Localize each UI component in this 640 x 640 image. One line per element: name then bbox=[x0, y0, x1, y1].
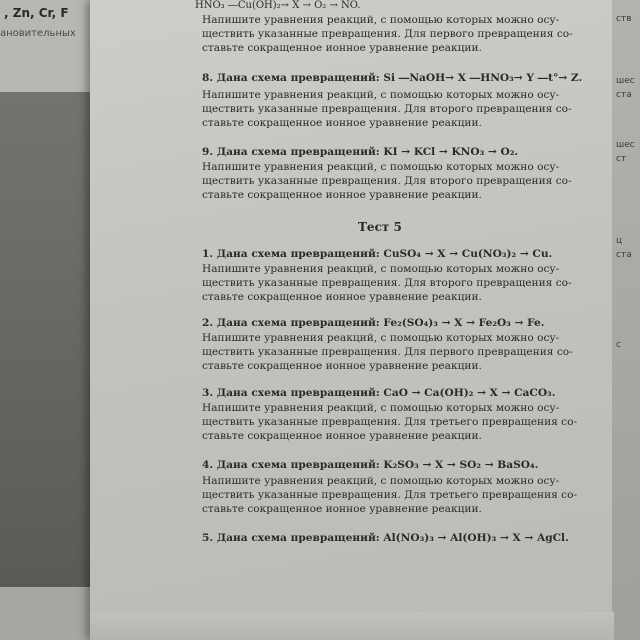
right-page-fragment-2: шес bbox=[616, 76, 635, 86]
text-line: Напишите уравнения реакций, с помощью которых можно осу- bbox=[202, 263, 560, 275]
right-page-fragment-3: ста bbox=[616, 90, 632, 100]
question-3: 3. Дана схема превращений: CaO → Ca(OH)₂ → X → CaCO₃. bbox=[202, 387, 556, 399]
text-line: ществить указанные превращения. Для первого превращения со- bbox=[202, 28, 573, 40]
text-line: ставьте сокращенное ионное уравнение реакции. bbox=[202, 503, 482, 515]
text-line: Напишите уравнения реакций, с помощью которых можно осу- bbox=[202, 332, 560, 344]
question-8: 8. Дана схема превращений: Si ―NaOH→ X ―HNO₃→ Y ―t°→ Z. bbox=[202, 72, 583, 84]
text-line: ставьте сокращенное ионное уравнение реакции. bbox=[202, 430, 482, 442]
right-page-fragment-8: с bbox=[616, 340, 621, 350]
text-line: Напишите уравнения реакций, с помощью которых можно осу- bbox=[202, 89, 560, 101]
right-page-fragment-6: ц bbox=[616, 236, 623, 246]
right-page-fragment-1: ств bbox=[616, 14, 632, 24]
left-sheet-line1: , Zn, Cr, F bbox=[4, 6, 69, 20]
right-page-fragment-5: ст bbox=[616, 154, 627, 164]
text-line: Напишите уравнения реакций, с помощью которых можно осу- bbox=[202, 402, 560, 414]
question-1: 1. Дана схема превращений: CuSO₄ → X → Cu(NO₃)₂ → Cu. bbox=[202, 248, 553, 260]
text-line: ществить указанные превращения. Для второго превращения со- bbox=[202, 175, 572, 187]
text-line: ставьте сокращенное ионное уравнение реакции. bbox=[202, 42, 482, 54]
text-line: ставьте сокращенное ионное уравнение реакции. bbox=[202, 189, 482, 201]
text-line: ществить указанные превращения. Для второго превращения со- bbox=[202, 277, 572, 289]
text-line: Напишите уравнения реакций, с помощью которых можно осу- bbox=[202, 475, 560, 487]
text-line: ставьте сокращенное ионное уравнение реакции. bbox=[202, 291, 482, 303]
question-2: 2. Дана схема превращений: Fe₂(SO₄)₃ → X → Fe₂O₃ → Fe. bbox=[202, 317, 545, 329]
left-sheet-line2: ановительных bbox=[0, 28, 76, 39]
question-9: 9. Дана схема превращений: KI → KCl → KNO₃ → O₂. bbox=[202, 146, 519, 158]
right-page-fragment-4: шес bbox=[616, 140, 635, 150]
right-page bbox=[612, 0, 640, 640]
text-line: ществить указанные превращения. Для первого превращения со- bbox=[202, 346, 573, 358]
right-page-fragment-7: ста bbox=[616, 250, 632, 260]
page-bottom-edge bbox=[90, 612, 614, 640]
left-sheet bbox=[0, 0, 92, 92]
text-line: ставьте сокращенное ионное уравнение реакции. bbox=[202, 117, 482, 129]
text-line: Напишите уравнения реакций, с помощью которых можно осу- bbox=[202, 14, 560, 26]
question-5: 5. Дана схема превращений: Al(NO₃)₃ → Al(OH)₃ → X → AgCl. bbox=[202, 532, 569, 544]
left-bottom bbox=[0, 587, 92, 640]
left-binder bbox=[0, 92, 92, 587]
text-line: ставьте сокращенное ионное уравнение реакции. bbox=[202, 360, 482, 372]
text-line: ществить указанные превращения. Для третьего превращения со- bbox=[202, 416, 578, 428]
test-title: Тест 5 bbox=[358, 220, 402, 234]
question-4: 4. Дана схема превращений: K₂SO₃ → X → SO₂ → BaSO₄. bbox=[202, 459, 539, 471]
text-line: Напишите уравнения реакций, с помощью которых можно осу- bbox=[202, 161, 560, 173]
scheme-7-formula: HNO₃ ―Cu(OH)₂→ X → O₂ → NO. bbox=[195, 0, 361, 11]
text-line: ществить указанные превращения. Для третьего превращения со- bbox=[202, 489, 578, 501]
text-line: ществить указанные превращения. Для второго превращения со- bbox=[202, 103, 572, 115]
